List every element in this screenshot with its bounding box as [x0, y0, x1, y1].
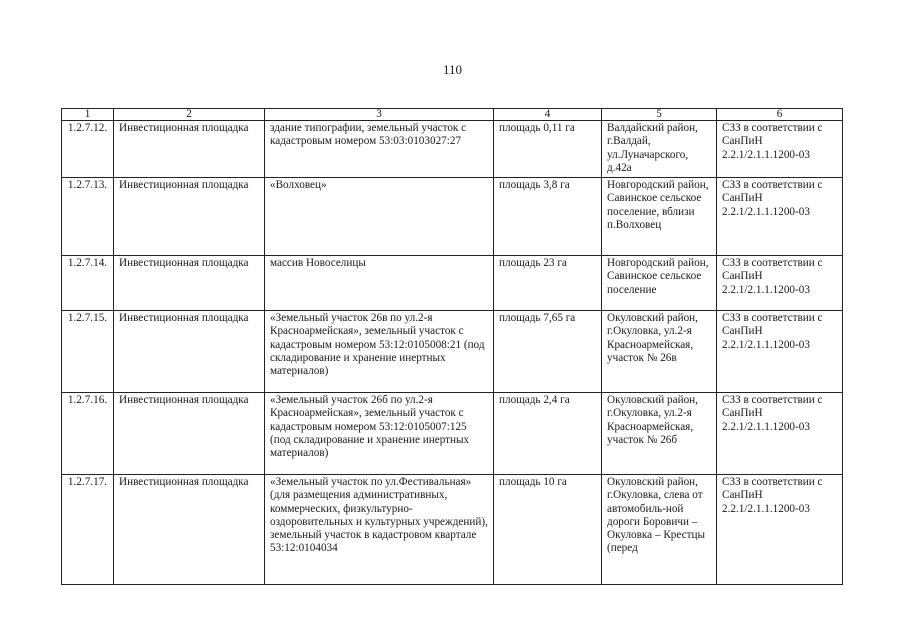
site-location: Валдайский район, г.Валдай, ул.Луначарского, д.42а	[602, 121, 717, 178]
site-location: Окуловский район, г.Окуловка, ул.2-я Красноармейская, участок № 26б	[602, 393, 717, 475]
row-number: 1.2.7.17.	[62, 475, 114, 585]
row-number: 1.2.7.12.	[62, 121, 114, 178]
column-header: 2	[114, 109, 265, 121]
table-row	[62, 256, 843, 311]
site-type: Инвестиционная площадка	[114, 311, 265, 393]
row-number: 1.2.7.16.	[62, 393, 114, 475]
site-type: Инвестиционная площадка	[114, 475, 265, 585]
table-row	[62, 475, 843, 585]
site-area: площадь 0,11 га	[494, 121, 602, 178]
column-header: 6	[717, 109, 843, 121]
table-row	[62, 311, 843, 393]
site-description: «Земельный участок 26б по ул.2-я Красноармейская», земельный участок с кадастровым номером 53:12:0105007:125 (под складирование и хранение инертных материалов)	[265, 393, 494, 475]
column-header: 5	[602, 109, 717, 121]
site-description: здание типографии, земельный участок с кадастровым номером 53:03:0103027:27	[265, 121, 494, 178]
table-row	[62, 121, 843, 178]
column-header: 4	[494, 109, 602, 121]
investment-sites-table	[61, 108, 843, 585]
site-area: площадь 23 га	[494, 256, 602, 311]
site-note: СЗЗ в соответствии с СанПиН 2.2.1/2.1.1.1200-03	[717, 393, 843, 475]
site-type: Инвестиционная площадка	[114, 121, 265, 178]
site-area: площадь 3,8 га	[494, 178, 602, 256]
site-description: «Земельный участок по ул.Фестивальная» (для размещения административных, коммерческих, физкультурно-оздоровительных и культурных учреждений), земельный участок в кадастровом квартале 53:12:0104034	[265, 475, 494, 585]
table-header-row	[62, 109, 843, 121]
site-note: СЗЗ в соответствии с СанПиН 2.2.1/2.1.1.1200-03	[717, 256, 843, 311]
site-type: Инвестиционная площадка	[114, 178, 265, 256]
page-number: 110	[442, 62, 463, 77]
row-number: 1.2.7.13.	[62, 178, 114, 256]
site-location: Новгородский район, Савинское сельское поселение	[602, 256, 717, 311]
site-type: Инвестиционная площадка	[114, 256, 265, 311]
row-number: 1.2.7.14.	[62, 256, 114, 311]
site-note: СЗЗ в соответствии с СанПиН 2.2.1/2.1.1.1200-03	[717, 121, 843, 178]
site-type: Инвестиционная площадка	[114, 393, 265, 475]
site-note: СЗЗ в соответствии с СанПиН 2.2.1/2.1.1.1200-03	[717, 311, 843, 393]
site-description: «Земельный участок 26в по ул.2-я Красноармейская», земельный участок с кадастровым номером 53:12:0105008:21 (под складирование и хранение инертных материалов)	[265, 311, 494, 393]
site-description: массив Новоселицы	[265, 256, 494, 311]
column-header: 1	[62, 109, 114, 121]
site-area: площадь 7,65 га	[494, 311, 602, 393]
row-number: 1.2.7.15.	[62, 311, 114, 393]
site-location: Окуловский район, г.Окуловка, ул.2-я Красноармейская, участок № 26в	[602, 311, 717, 393]
site-description: «Волховец»	[265, 178, 494, 256]
table-row	[62, 178, 843, 256]
site-location: Окуловский район, г.Окуловка, слева от автомобиль-ной дороги Боровичи – Окуловка – Крестцы (перед	[602, 475, 717, 585]
site-area: площадь 10 га	[494, 475, 602, 585]
column-header: 3	[265, 109, 494, 121]
site-note: СЗЗ в соответствии с СанПиН 2.2.1/2.1.1.1200-03	[717, 475, 843, 585]
site-location: Новгородский район, Савинское сельское поселение, вблизи п.Волховец	[602, 178, 717, 256]
site-area: площадь 2,4 га	[494, 393, 602, 475]
site-note: СЗЗ в соответствии с СанПиН 2.2.1/2.1.1.1200-03	[717, 178, 843, 256]
table-row	[62, 393, 843, 475]
